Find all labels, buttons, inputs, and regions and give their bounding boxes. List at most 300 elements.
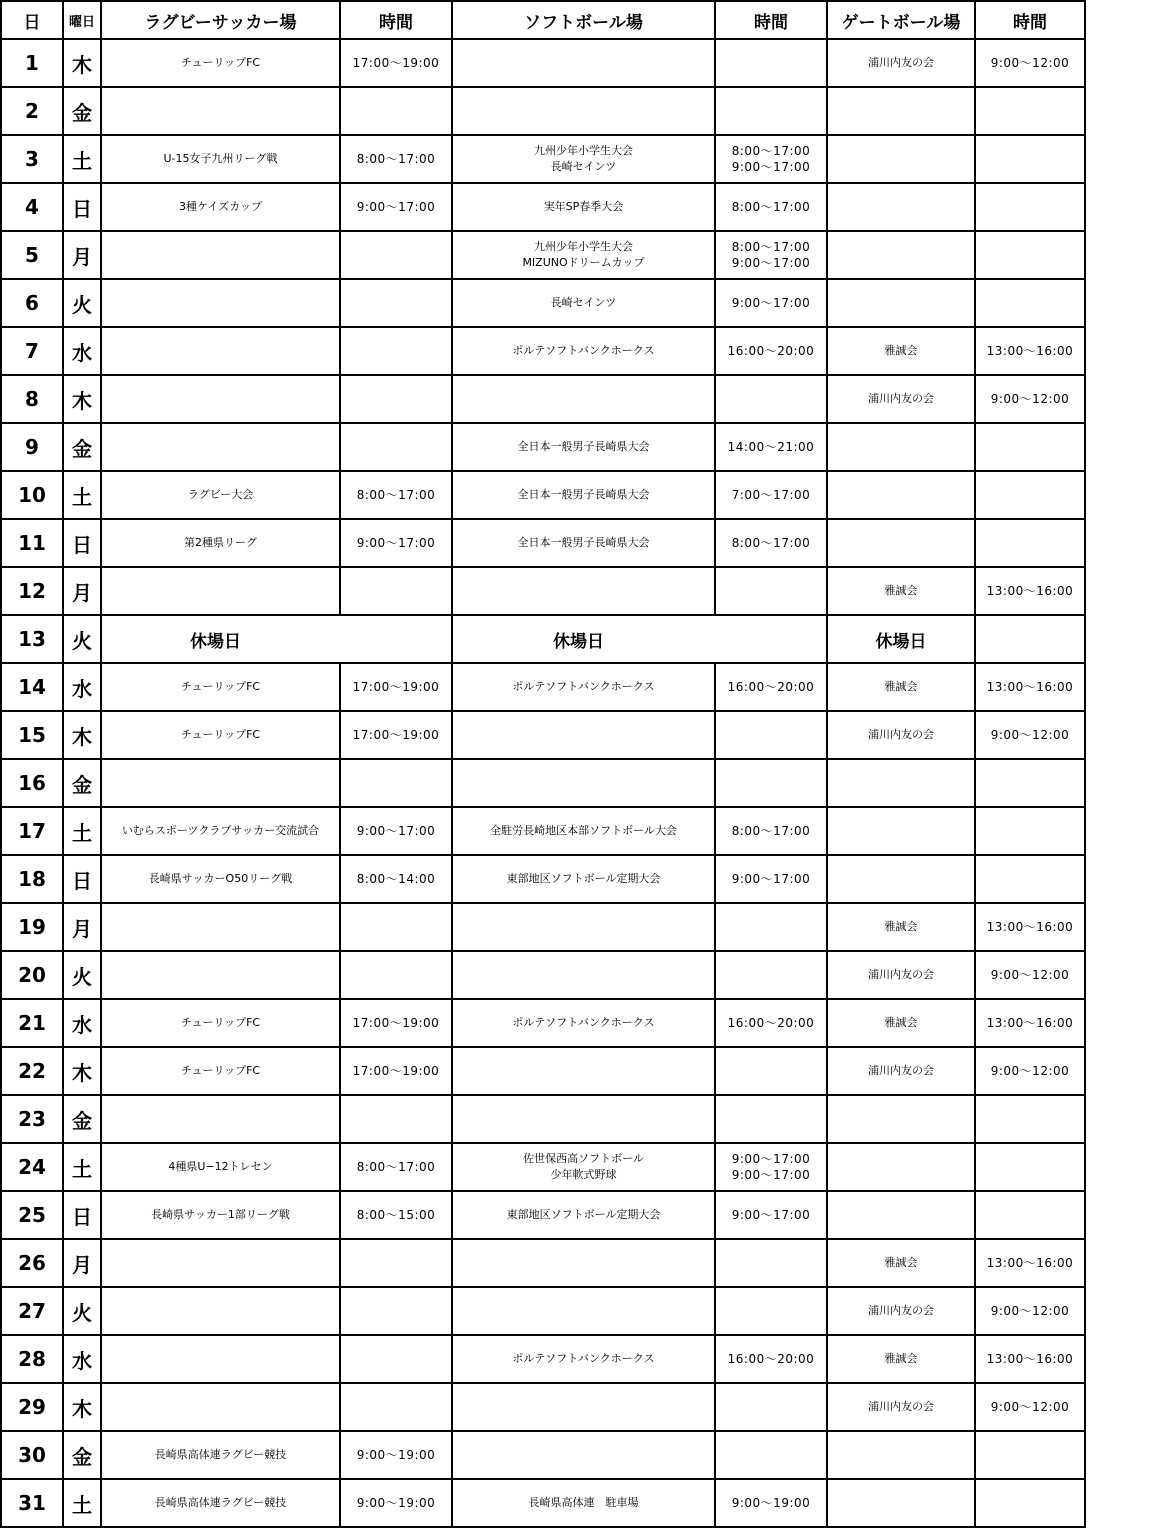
softball-event-line: 東部地区ソフトボール定期大会 [506, 1208, 661, 1221]
day-number: 15 [1, 711, 63, 759]
gateball-time [975, 279, 1085, 327]
softball-event [452, 183, 715, 231]
gateball-time [975, 1095, 1085, 1143]
table-row [1, 999, 1085, 1047]
table-row [1, 471, 1085, 519]
softball-time-line: 16:00〜20:00 [727, 1016, 815, 1030]
rugby-event [101, 951, 340, 999]
softball-event-line: ポルテソフトバンクホークス [512, 1352, 655, 1365]
rugby-time [340, 1095, 452, 1143]
gateball-event-line: 浦川内友の会 [868, 56, 934, 69]
softball-event [452, 1191, 715, 1239]
gateball-event-line: 浦川内友の会 [868, 1400, 934, 1413]
day-number: 20 [1, 951, 63, 999]
softball-time [715, 519, 827, 567]
softball-time-line: 16:00〜20:00 [727, 1352, 815, 1366]
day-number: 23 [1, 1095, 63, 1143]
day-of-week: 火 [63, 279, 101, 327]
table-row [1, 663, 1085, 711]
gateball-event [827, 999, 975, 1047]
rugby-event [101, 1143, 340, 1191]
gateball-time [975, 183, 1085, 231]
day-number: 10 [1, 471, 63, 519]
rugby-closed-label: 休場日 [101, 615, 452, 663]
gateball-time [975, 1287, 1085, 1335]
softball-event [452, 231, 715, 279]
gateball-time [975, 423, 1085, 471]
rugby-time [340, 231, 452, 279]
table-row [1, 1143, 1085, 1191]
gateball-time [975, 1143, 1085, 1191]
day-number: 1 [1, 39, 63, 87]
gateball-event [827, 471, 975, 519]
table-row [1, 519, 1085, 567]
softball-time [715, 951, 827, 999]
table-row [1, 423, 1085, 471]
softball-event-line: 佐世保西高ソフトボール [523, 1152, 644, 1165]
gateball-time [975, 1047, 1085, 1095]
softball-time [715, 279, 827, 327]
rugby-time-line: 17:00〜19:00 [352, 56, 440, 70]
gateball-event [827, 1335, 975, 1383]
softball-event-line: ポルテソフトバンクホークス [512, 344, 655, 357]
gateball-time-line: 9:00〜12:00 [990, 56, 1070, 70]
rugby-time-line: 9:00〜17:00 [356, 536, 436, 550]
gateball-time-line: 13:00〜16:00 [986, 344, 1074, 358]
softball-time [715, 807, 827, 855]
day-number: 4 [1, 183, 63, 231]
softball-event-line: ポルテソフトバンクホークス [512, 680, 655, 693]
day-of-week: 木 [63, 375, 101, 423]
rugby-event-line: U-15女子九州リーグ戦 [163, 152, 278, 165]
rugby-event [101, 759, 340, 807]
rugby-time-line: 8:00〜17:00 [356, 1160, 436, 1174]
day-of-week: 日 [63, 519, 101, 567]
gateball-event-line: 雅誠会 [884, 1352, 918, 1365]
softball-event [452, 135, 715, 183]
gateball-event [827, 903, 975, 951]
softball-event-line: 全駐労長崎地区本部ソフトボール大会 [490, 824, 677, 837]
rugby-event [101, 135, 340, 183]
gateball-time-line: 9:00〜12:00 [990, 1400, 1070, 1414]
rugby-time [340, 327, 452, 375]
softball-time [715, 903, 827, 951]
day-of-week: 水 [63, 663, 101, 711]
softball-event-line: 九州少年小学生大会 [534, 240, 633, 253]
softball-time-line: 9:00〜17:00 [731, 1168, 811, 1182]
gateball-event [827, 1383, 975, 1431]
rugby-time-line: 9:00〜17:00 [356, 200, 436, 214]
rugby-time [340, 87, 452, 135]
softball-time [715, 1431, 827, 1479]
gateball-time-line: 13:00〜16:00 [986, 584, 1074, 598]
softball-event-line: 少年軟式野球 [550, 1168, 617, 1181]
gateball-event [827, 663, 975, 711]
softball-time [715, 471, 827, 519]
rugby-time-line: 8:00〜15:00 [356, 1208, 436, 1222]
rugby-event [101, 855, 340, 903]
softball-event [452, 759, 715, 807]
rugby-time [340, 663, 452, 711]
gateball-time [975, 327, 1085, 375]
softball-time-line: 9:00〜17:00 [731, 160, 811, 174]
gateball-event [827, 231, 975, 279]
gateball-time [975, 999, 1085, 1047]
header-day: 日 [1, 1, 63, 39]
day-number: 25 [1, 1191, 63, 1239]
gateball-event [827, 711, 975, 759]
softball-event [452, 999, 715, 1047]
softball-time [715, 87, 827, 135]
gateball-event [827, 1287, 975, 1335]
softball-time [715, 663, 827, 711]
gateball-time-line: 9:00〜12:00 [990, 1064, 1070, 1078]
table-row [1, 1383, 1085, 1431]
softball-event [452, 87, 715, 135]
gateball-time [975, 807, 1085, 855]
gateball-time [975, 1191, 1085, 1239]
rugby-time [340, 279, 452, 327]
softball-time [715, 999, 827, 1047]
day-number: 27 [1, 1287, 63, 1335]
gateball-time [975, 471, 1085, 519]
gateball-time [975, 1335, 1085, 1383]
gateball-event [827, 519, 975, 567]
rugby-event-line: チューリップFC [180, 728, 261, 741]
rugby-event [101, 1479, 340, 1527]
gateball-event-line: 浦川内友の会 [868, 728, 934, 741]
gateball-event-line: 浦川内友の会 [868, 1064, 934, 1077]
table-row [1, 1335, 1085, 1383]
day-number: 26 [1, 1239, 63, 1287]
table-row [1, 759, 1085, 807]
table-row [1, 855, 1085, 903]
gateball-time [975, 855, 1085, 903]
softball-time [715, 1287, 827, 1335]
softball-time-line: 8:00〜17:00 [731, 144, 811, 158]
softball-event-line: 全日本一般男子長崎県大会 [517, 536, 650, 549]
day-of-week: 水 [63, 327, 101, 375]
day-number: 30 [1, 1431, 63, 1479]
softball-time [715, 1383, 827, 1431]
rugby-event [101, 327, 340, 375]
rugby-event [101, 471, 340, 519]
softball-time-line: 9:00〜17:00 [731, 296, 811, 310]
rugby-time [340, 471, 452, 519]
rugby-time [340, 375, 452, 423]
softball-event-line: MIZUNOドリームカップ [522, 256, 645, 269]
softball-time [715, 1191, 827, 1239]
day-number: 11 [1, 519, 63, 567]
softball-event [452, 375, 715, 423]
softball-event [452, 1335, 715, 1383]
rugby-event-line: チューリップFC [180, 1064, 261, 1077]
table-row [1, 231, 1085, 279]
day-of-week: 土 [63, 135, 101, 183]
softball-time [715, 1095, 827, 1143]
softball-time [715, 1335, 827, 1383]
gateball-event [827, 759, 975, 807]
header-day-of-week: 曜日 [63, 1, 101, 39]
day-of-week: 土 [63, 471, 101, 519]
rugby-event [101, 1239, 340, 1287]
softball-event [452, 1431, 715, 1479]
day-number: 18 [1, 855, 63, 903]
rugby-event-line: チューリップFC [180, 1016, 261, 1029]
day-of-week: 水 [63, 1335, 101, 1383]
rugby-event [101, 663, 340, 711]
gateball-time [975, 615, 1085, 663]
rugby-time-line: 17:00〜19:00 [352, 1064, 440, 1078]
day-number: 13 [1, 615, 63, 663]
softball-event [452, 1287, 715, 1335]
rugby-time [340, 1047, 452, 1095]
softball-event [452, 951, 715, 999]
table-row [1, 327, 1085, 375]
table-row [1, 567, 1085, 615]
softball-time [715, 567, 827, 615]
gateball-event-line: 雅誠会 [884, 680, 918, 693]
day-number: 22 [1, 1047, 63, 1095]
softball-time [715, 1479, 827, 1527]
header-rugby-time: 時間 [340, 1, 452, 39]
gateball-time [975, 1479, 1085, 1527]
softball-event-line: 東部地区ソフトボール定期大会 [506, 872, 661, 885]
gateball-event [827, 327, 975, 375]
rugby-event-line: いむらスポーツクラブサッカー交流試合 [121, 824, 320, 837]
day-of-week: 月 [63, 567, 101, 615]
softball-event-line: ポルテソフトバンクホークス [512, 1016, 655, 1029]
day-number: 17 [1, 807, 63, 855]
rugby-time [340, 999, 452, 1047]
softball-event [452, 1383, 715, 1431]
rugby-event [101, 1191, 340, 1239]
softball-time [715, 135, 827, 183]
gateball-event [827, 423, 975, 471]
gateball-time [975, 519, 1085, 567]
day-of-week: 日 [63, 1191, 101, 1239]
rugby-time [340, 1191, 452, 1239]
softball-time-line: 7:00〜17:00 [731, 488, 811, 502]
day-of-week: 水 [63, 999, 101, 1047]
softball-event [452, 1047, 715, 1095]
gateball-time [975, 1239, 1085, 1287]
gateball-event [827, 1191, 975, 1239]
softball-event [452, 279, 715, 327]
table-row [1, 39, 1085, 87]
day-number: 24 [1, 1143, 63, 1191]
softball-event-line: 九州少年小学生大会 [534, 144, 633, 157]
rugby-time [340, 1431, 452, 1479]
rugby-time-line: 9:00〜19:00 [356, 1448, 436, 1462]
day-of-week: 木 [63, 711, 101, 759]
softball-event [452, 1143, 715, 1191]
softball-time [715, 1047, 827, 1095]
softball-event [452, 39, 715, 87]
gateball-time [975, 1431, 1085, 1479]
rugby-event-line: 第2種県リーグ [184, 536, 257, 549]
gateball-time [975, 711, 1085, 759]
day-number: 21 [1, 999, 63, 1047]
softball-time-line: 16:00〜20:00 [727, 680, 815, 694]
gateball-time-line: 13:00〜16:00 [986, 680, 1074, 694]
rugby-event [101, 183, 340, 231]
softball-time [715, 759, 827, 807]
day-of-week: 木 [63, 39, 101, 87]
softball-time-line: 14:00〜21:00 [727, 440, 815, 454]
gateball-time [975, 663, 1085, 711]
softball-event-line: 長崎セインツ [550, 160, 617, 173]
softball-event [452, 855, 715, 903]
gateball-event [827, 87, 975, 135]
softball-event [452, 567, 715, 615]
gateball-time [975, 375, 1085, 423]
softball-closed-label: 休場日 [452, 615, 827, 663]
softball-event [452, 1239, 715, 1287]
day-number: 12 [1, 567, 63, 615]
gateball-event [827, 951, 975, 999]
day-of-week: 月 [63, 1239, 101, 1287]
day-of-week: 月 [63, 903, 101, 951]
gateball-event-line: 浦川内友の会 [868, 968, 934, 981]
gateball-time [975, 231, 1085, 279]
day-number: 29 [1, 1383, 63, 1431]
rugby-time [340, 759, 452, 807]
rugby-event [101, 375, 340, 423]
day-number: 8 [1, 375, 63, 423]
rugby-time [340, 183, 452, 231]
softball-event [452, 663, 715, 711]
day-of-week: 月 [63, 231, 101, 279]
gateball-event [827, 183, 975, 231]
table-row [1, 87, 1085, 135]
softball-time-line: 8:00〜17:00 [731, 536, 811, 550]
rugby-event [101, 567, 340, 615]
day-number: 2 [1, 87, 63, 135]
rugby-event [101, 999, 340, 1047]
rugby-event-line: 3種ケイズカップ [178, 200, 262, 213]
day-number: 9 [1, 423, 63, 471]
rugby-time [340, 1239, 452, 1287]
softball-time-line: 9:00〜17:00 [731, 256, 811, 270]
table-row [1, 807, 1085, 855]
table-row [1, 1191, 1085, 1239]
gateball-time-line: 13:00〜16:00 [986, 1352, 1074, 1366]
gateball-event [827, 1431, 975, 1479]
rugby-time-line: 17:00〜19:00 [352, 1016, 440, 1030]
header-softball-time: 時間 [715, 1, 827, 39]
gateball-time [975, 39, 1085, 87]
rugby-event-line: 長崎県高体連ラグビー競技 [154, 1496, 287, 1509]
day-of-week: 土 [63, 807, 101, 855]
gateball-event [827, 855, 975, 903]
gateball-event-line: 雅誠会 [884, 1016, 918, 1029]
gateball-time-line: 9:00〜12:00 [990, 968, 1070, 982]
gateball-event-line: 雅誠会 [884, 344, 918, 357]
rugby-time [340, 1335, 452, 1383]
day-number: 6 [1, 279, 63, 327]
softball-time-line: 16:00〜20:00 [727, 344, 815, 358]
rugby-event [101, 1383, 340, 1431]
day-of-week: 木 [63, 1383, 101, 1431]
day-of-week: 火 [63, 615, 101, 663]
table-row [1, 1287, 1085, 1335]
table-row [1, 279, 1085, 327]
header-rugby-soccer-field: ラグビーサッカー場 [101, 1, 340, 39]
gateball-time-line: 13:00〜16:00 [986, 920, 1074, 934]
softball-time-line: 8:00〜17:00 [731, 240, 811, 254]
rugby-event-line: 長崎県高体連ラグビー競技 [154, 1448, 287, 1461]
softball-event-line: 長崎セインツ [550, 296, 617, 309]
gateball-event-line: 雅誠会 [884, 920, 918, 933]
rugby-time [340, 39, 452, 87]
gateball-time [975, 759, 1085, 807]
rugby-time-line: 8:00〜17:00 [356, 488, 436, 502]
rugby-event-line: チューリップFC [180, 680, 261, 693]
rugby-event [101, 1047, 340, 1095]
gateball-time [975, 1383, 1085, 1431]
day-of-week: 火 [63, 951, 101, 999]
rugby-event [101, 87, 340, 135]
gateball-closed-label: 休場日 [827, 615, 975, 663]
day-number: 14 [1, 663, 63, 711]
softball-event-line: 全日本一般男子長崎県大会 [517, 488, 650, 501]
gateball-event [827, 279, 975, 327]
rugby-event [101, 231, 340, 279]
softball-event [452, 1095, 715, 1143]
softball-time [715, 1143, 827, 1191]
rugby-event [101, 1095, 340, 1143]
softball-event [452, 519, 715, 567]
softball-event [452, 327, 715, 375]
softball-time-line: 9:00〜17:00 [731, 872, 811, 886]
softball-event-line: 実年SP春季大会 [543, 200, 624, 213]
gateball-event [827, 1047, 975, 1095]
rugby-time [340, 711, 452, 759]
rugby-event [101, 807, 340, 855]
softball-event [452, 807, 715, 855]
softball-time [715, 327, 827, 375]
softball-time [715, 183, 827, 231]
rugby-time [340, 951, 452, 999]
rugby-time-line: 8:00〜14:00 [356, 872, 436, 886]
gateball-event-line: 浦川内友の会 [868, 392, 934, 405]
softball-event [452, 423, 715, 471]
day-of-week: 金 [63, 1095, 101, 1143]
softball-time-line: 8:00〜17:00 [731, 200, 811, 214]
rugby-time [340, 1143, 452, 1191]
gateball-event [827, 1095, 975, 1143]
gateball-time [975, 951, 1085, 999]
rugby-time [340, 567, 452, 615]
day-number: 16 [1, 759, 63, 807]
rugby-event-line: チューリップFC [180, 56, 261, 69]
table-row [1, 1479, 1085, 1527]
gateball-event-line: 浦川内友の会 [868, 1304, 934, 1317]
gateball-time-line: 9:00〜12:00 [990, 1304, 1070, 1318]
softball-event-line: 全日本一般男子長崎県大会 [517, 440, 650, 453]
day-number: 5 [1, 231, 63, 279]
rugby-event-line: 長崎県サッカーO50リーグ戦 [148, 872, 293, 885]
table-row [1, 1239, 1085, 1287]
rugby-event [101, 1431, 340, 1479]
day-of-week: 日 [63, 855, 101, 903]
table-row [1, 711, 1085, 759]
gateball-event [827, 135, 975, 183]
day-of-week: 金 [63, 1431, 101, 1479]
rugby-event [101, 519, 340, 567]
rugby-time [340, 807, 452, 855]
